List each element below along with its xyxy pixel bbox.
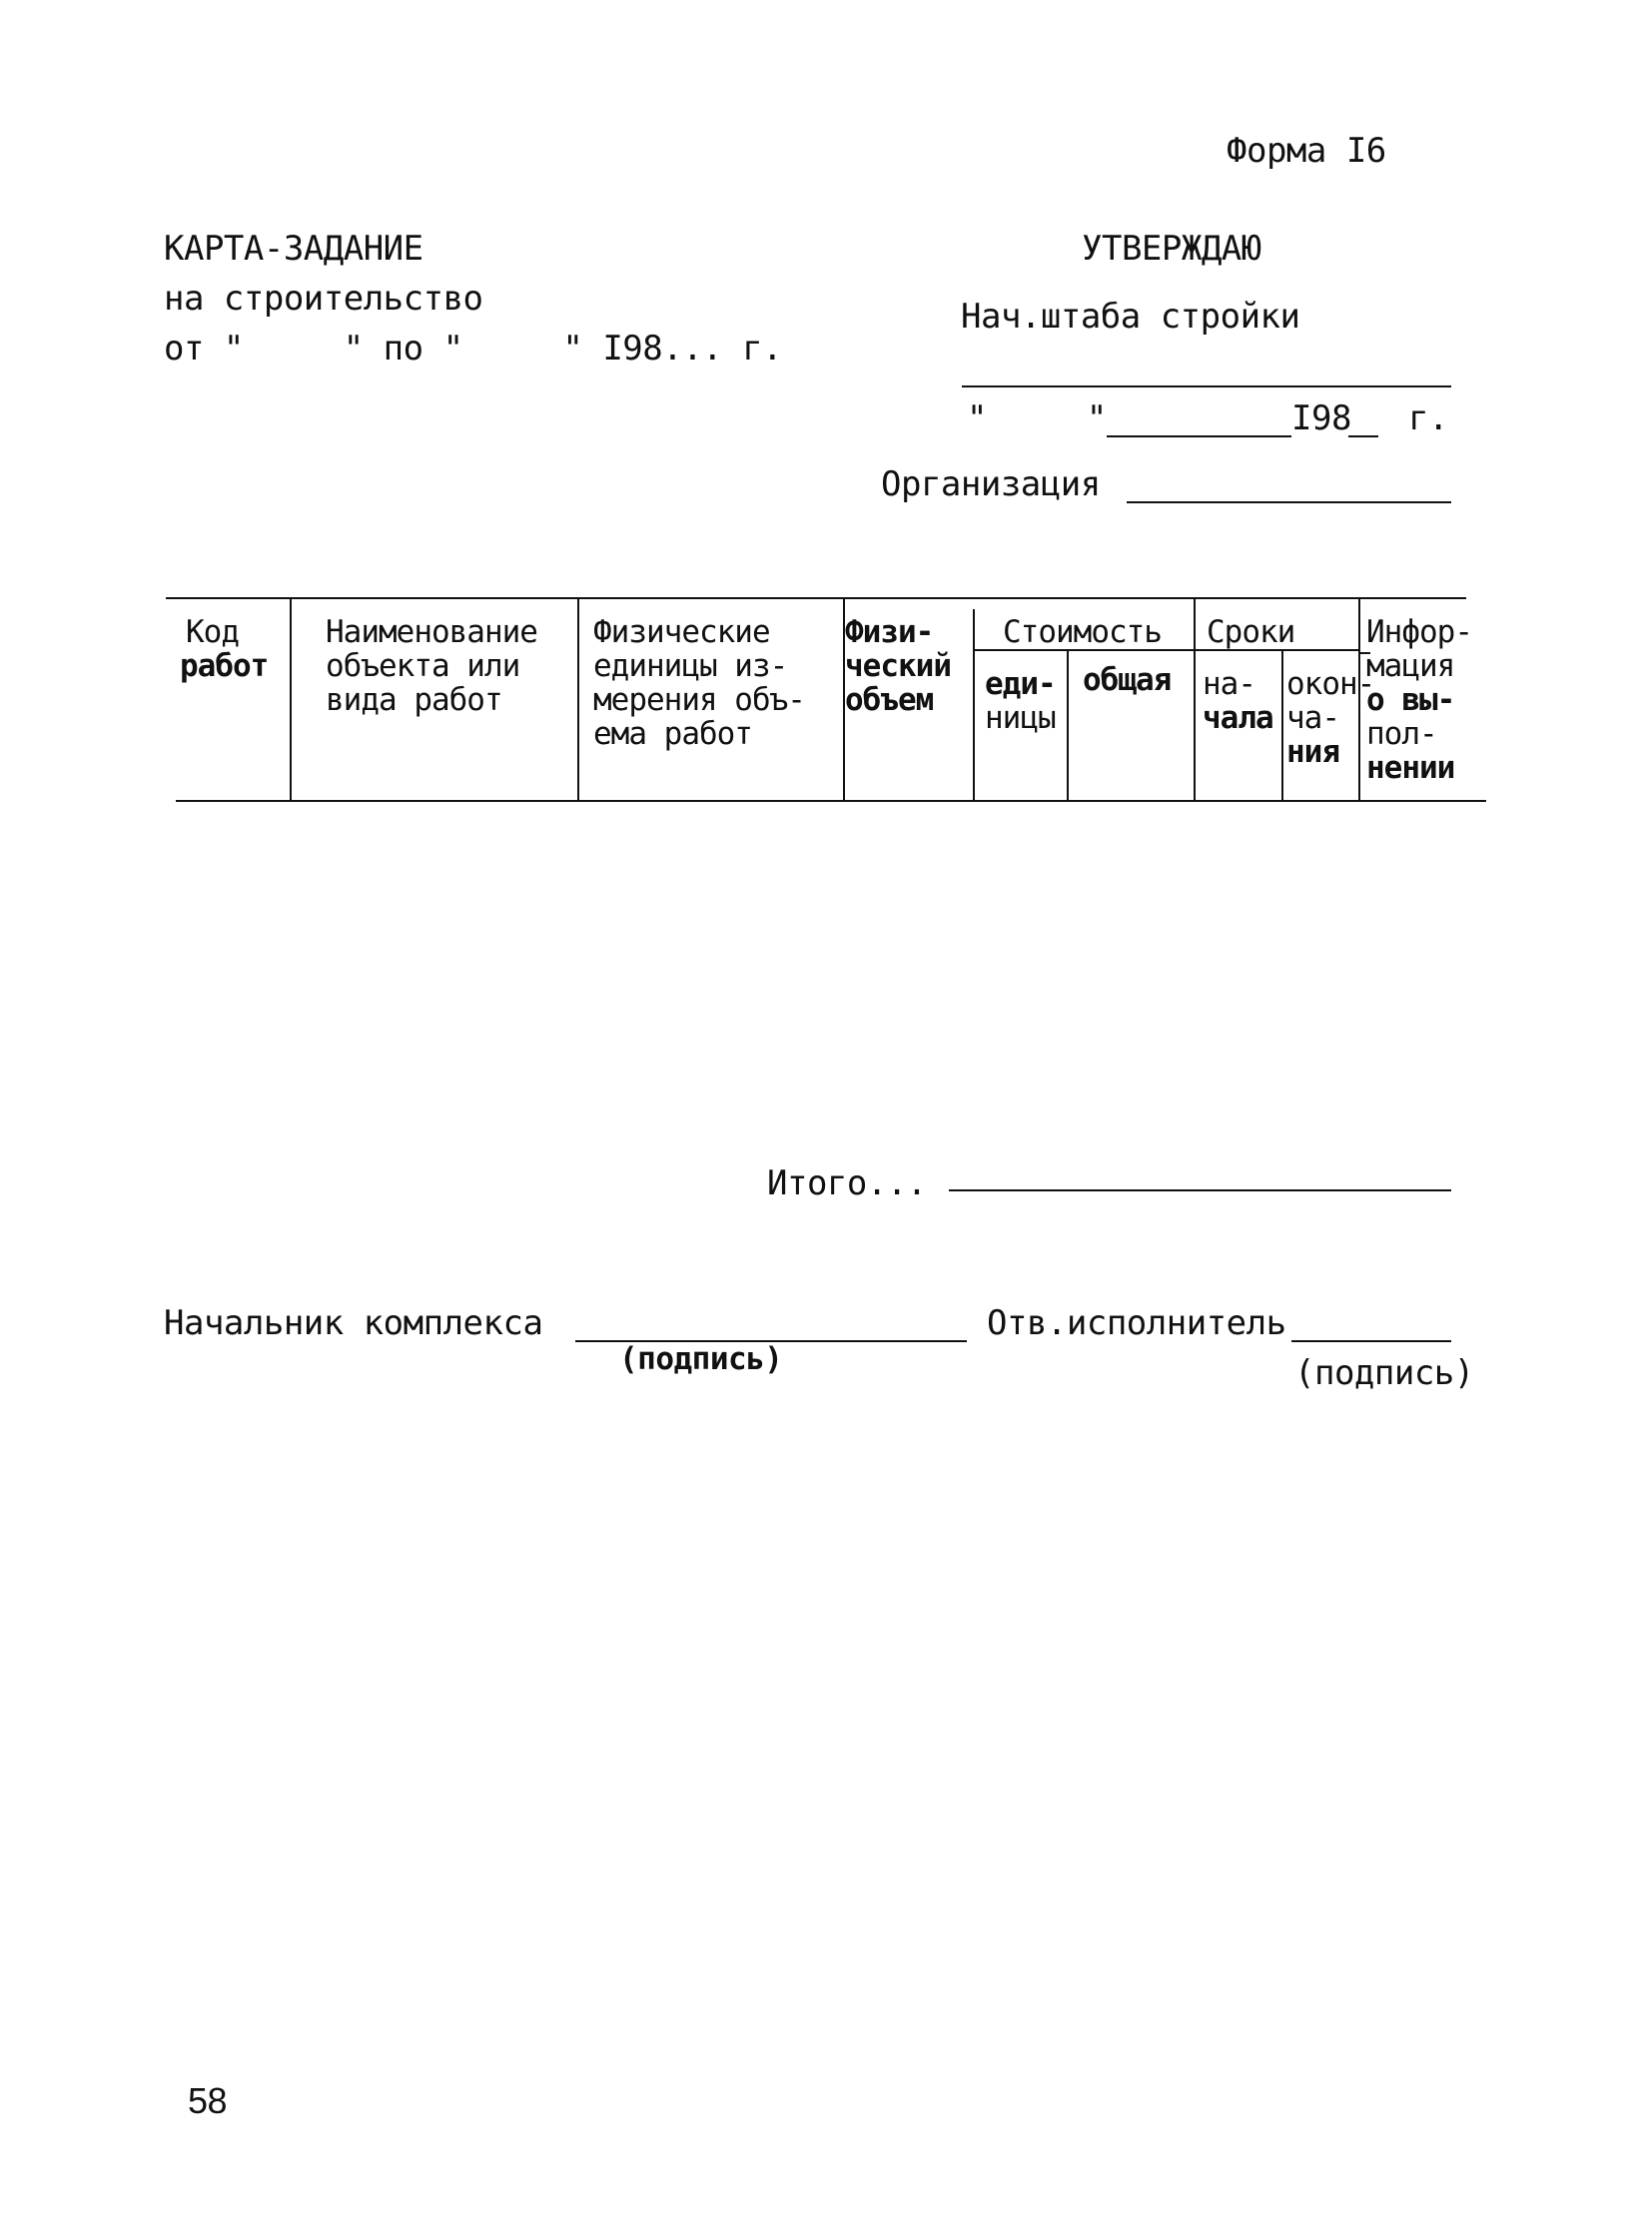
- col-term-end-l3: ния: [1286, 734, 1339, 770]
- form-label: Форма I6: [1227, 131, 1386, 171]
- col-term-start-l2: чала: [1203, 700, 1273, 736]
- table-col-divider: [290, 597, 292, 801]
- approval-year-suffix: г.: [1408, 398, 1448, 438]
- total-label: Итого...: [767, 1163, 927, 1203]
- col-units-l1: Физические: [593, 614, 770, 650]
- document-title: КАРТА-ЗАДАНИЕ: [164, 229, 423, 269]
- col-info-l2: мация: [1366, 648, 1455, 684]
- col-units-l2: единицы из-: [593, 648, 788, 684]
- col-cost-unit-l1: еди-: [985, 666, 1056, 702]
- document-subtitle: на строительство: [164, 279, 483, 319]
- executor-signature-caption: (подпись): [1294, 1353, 1474, 1393]
- executor-signature-line: [1291, 1340, 1451, 1342]
- table-col-divider: [973, 609, 975, 801]
- table-col-divider: [1281, 649, 1283, 801]
- col-units-l4: ема работ: [593, 716, 752, 752]
- col-code-l1: Код: [186, 614, 239, 650]
- col-info-l1: Инфор-: [1366, 614, 1472, 650]
- page-number: 58: [188, 2080, 228, 2121]
- table-col-divider: [577, 597, 579, 801]
- approval-date-blank: [1107, 435, 1291, 437]
- col-info-l4: пол-: [1366, 716, 1437, 752]
- col-volume-l1: Физи-: [845, 614, 934, 650]
- col-name-l1: Наименование: [326, 614, 537, 650]
- approval-year-prefix: I98: [1291, 398, 1351, 438]
- date-range-line: от " " по " " I98... г.: [164, 329, 783, 369]
- col-cost-total: общая: [1083, 662, 1172, 698]
- approval-year-blank: [1348, 435, 1378, 437]
- col-info-l3: о вы-: [1366, 682, 1455, 718]
- table-top-border: [166, 597, 1466, 599]
- table-bottom-border: [176, 800, 1486, 802]
- col-term-end-l1: окон-: [1286, 666, 1375, 702]
- col-term-end-l2: ча-: [1286, 700, 1339, 736]
- approver-signature-line: [962, 385, 1451, 387]
- total-blank: [949, 1189, 1451, 1191]
- col-units-l3: мерения объ-: [593, 682, 805, 718]
- table-col-divider: [1067, 649, 1069, 801]
- col-volume-l2: ческий: [845, 648, 951, 684]
- executor-label: Отв.исполнитель: [987, 1303, 1286, 1343]
- complex-chief-label: Начальник комплекса: [164, 1303, 543, 1343]
- col-name-l3: вида работ: [326, 682, 502, 718]
- col-code-l2: работ: [180, 648, 269, 684]
- col-info-l5: нении: [1366, 750, 1455, 786]
- organization-blank: [1127, 501, 1451, 503]
- col-cost-unit-l2: ницы: [985, 700, 1056, 736]
- approve-label: УТВЕРЖДАЮ: [1082, 229, 1261, 269]
- col-volume-l3: объем: [845, 682, 934, 718]
- col-terms-group: Сроки: [1207, 614, 1295, 650]
- col-cost-group: Стоимость: [1003, 614, 1162, 650]
- col-term-start-l1: на-: [1203, 666, 1255, 702]
- approver-position: Нач.штаба стройки: [961, 297, 1300, 337]
- approval-date-quotes: " ": [967, 398, 1107, 438]
- col-name-l2: объекта или: [326, 648, 520, 684]
- table-col-divider: [1194, 597, 1196, 801]
- organization-label: Организация: [881, 464, 1101, 504]
- chief-signature-caption: (подпись): [619, 1341, 783, 1377]
